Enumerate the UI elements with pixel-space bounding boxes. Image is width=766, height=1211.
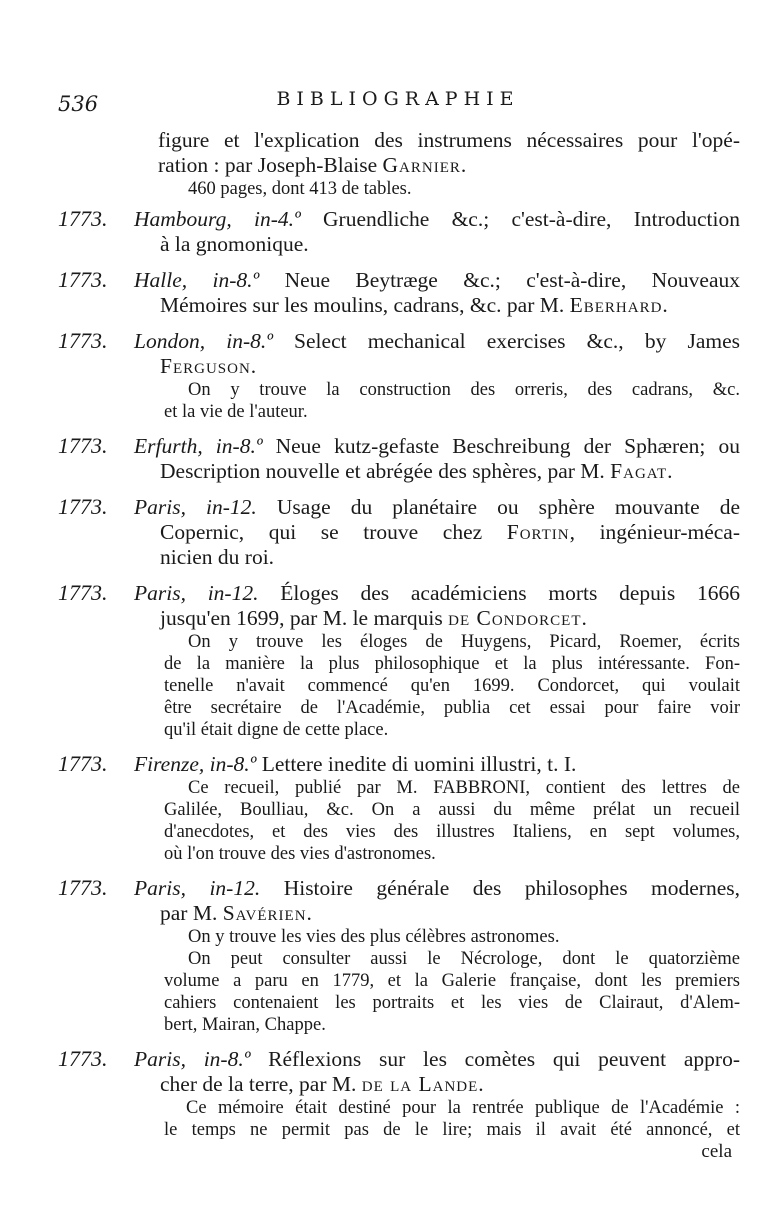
entry-note: On peut consulter aussi le Nécrologe, dont le quatorzième: [188, 949, 740, 969]
entry-note: 460 pages, dont 413 de tables.: [188, 179, 412, 199]
entry-text: jusqu'en 1699, par M. le marquis: [160, 606, 449, 630]
entry-place: Firenze, in-8.º: [134, 752, 257, 776]
bibliography-entry: [58, 328, 740, 423]
author-name: Garnier.: [382, 153, 468, 177]
entry-text: Réflexions sur les comètes qui peuvent appro-: [268, 1047, 741, 1071]
running-head: BIBLIOGRAPHIE: [276, 88, 520, 110]
entry-line: [160, 901, 740, 926]
bibliography-entry: [58, 433, 740, 484]
entry-line: [160, 606, 740, 631]
entry-note: où l'on trouve des vies d'astronomes.: [164, 844, 436, 864]
entry-text: cher de la terre, par M.: [160, 1072, 362, 1096]
entry-note: Galilée, Boulliau, &c. On a aussi du même prélat un recueil: [164, 800, 740, 820]
entry-text: par M.: [160, 901, 223, 925]
bibliography-entry: [58, 206, 740, 257]
author-name: Fortin: [506, 520, 570, 544]
bibliography-entry: [58, 875, 740, 1036]
page-number: 536: [58, 92, 99, 116]
entry-year: 1773.: [58, 751, 108, 776]
bibliography-entry: [58, 1046, 740, 1141]
entry-note: être secrétaire de l'Académie, publia cet essai pour faire voir: [164, 698, 740, 718]
entry-text: Usage du planétaire ou sphère mouvante de: [276, 495, 741, 519]
entry-text: Neue Beytræge &c.; c'est-à-dire, Nouveaux: [284, 268, 741, 292]
entry-place: Hambourg, in-4.º: [134, 207, 301, 231]
entry-place: London, in-8.º: [134, 329, 273, 353]
entry-year: 1773.: [58, 580, 108, 605]
entry-text: Gruendliche &c.; c'est-à-dire, Introduction: [323, 207, 741, 231]
entry-note: On y trouve la construction des orreris, des cadrans, &c.: [188, 380, 740, 400]
entry-text: Éloges des académiciens morts depuis 1666: [280, 581, 740, 605]
bibliography-entry: [58, 751, 740, 865]
entry-note: On y trouve les éloges de Huygens, Picard, Roemer, écrits: [188, 632, 740, 652]
entry-line: figure et l'explication des instrumens nécessaires pour l'opé-: [158, 128, 740, 152]
author-name: de la Lande.: [361, 1072, 485, 1096]
entry-note: et la vie de l'auteur.: [164, 402, 308, 422]
entry-year: 1773.: [58, 206, 108, 231]
entry-note: On y trouve les vies des plus célèbres astronomes.: [188, 927, 560, 947]
bibliography-entry: [58, 580, 740, 741]
entry-text: Lettere inedite di uomini illustri, t. I.: [261, 752, 577, 776]
entry-line: [160, 293, 740, 318]
entry-year: 1773.: [58, 328, 108, 353]
author-name: Fagat.: [610, 459, 674, 483]
page-header: [58, 88, 738, 118]
entry-note: volume a paru en 1779, et la Galerie française, dont les premiers: [164, 971, 740, 991]
entry-year: 1773.: [58, 433, 108, 458]
entry-place: Halle, in-8.º: [134, 268, 260, 292]
entry-year: 1773.: [58, 267, 108, 292]
author-name: Ferguson.: [160, 354, 258, 378]
author-name: Eberhard.: [569, 293, 669, 317]
entry-place: Paris, in-8.º: [134, 1047, 251, 1071]
bibliography-body: [58, 128, 740, 1163]
entry-text: Select mechanical exercises &c., by James: [294, 329, 741, 353]
entry-text: Histoire générale des philosophes modernes,: [283, 876, 740, 900]
entry-note: Ce recueil, publié par M. FABBRONI, contient des lettres de: [188, 778, 740, 798]
entry-note: Ce mémoire était destiné pour la rentrée publique de l'Académie :: [186, 1098, 740, 1118]
bibliography-entry: [58, 494, 740, 570]
entry-place: Erfurth, in-8.º: [134, 434, 263, 458]
entry-year: 1773.: [58, 875, 108, 900]
author-name: de Condorcet.: [448, 606, 588, 630]
entry-year: 1773.: [58, 1046, 108, 1071]
author-name: Savérien.: [222, 901, 313, 925]
entry-line: nicien du roi.: [160, 545, 275, 569]
entry-note: d'anecdotes, et des vies des illustres Italiens, en sept volumes,: [164, 822, 740, 842]
carryover-entry: [58, 128, 740, 200]
entry-place: Paris, in-12.: [134, 581, 259, 605]
entry-line: à la gnomonique.: [160, 232, 309, 256]
entry-note: cahiers contenaient les portraits et les vies de Clairaut, d'Alem-: [164, 993, 740, 1013]
entry-note: qu'il était digne de cette place.: [164, 720, 389, 740]
entry-place: Paris, in-12.: [134, 876, 261, 900]
entry-text: Copernic, qui se trouve chez: [160, 520, 507, 544]
entry-text: Description nouvelle et abrégée des sphères, par M.: [160, 459, 611, 483]
entry-text: , ingénieur-méca-: [569, 520, 741, 544]
bibliography-entry: [58, 267, 740, 318]
entry-place: Paris, in-12.: [134, 495, 257, 519]
entry-line: [158, 153, 740, 178]
entry-year: 1773.: [58, 494, 108, 519]
entry-line: [160, 459, 740, 484]
entry-note: tenelle n'avait commencé qu'en 1699. Condorcet, qui voulait: [164, 676, 740, 696]
entry-note: de la manière la plus philosophique et la plus intéressante. Fon-: [164, 654, 740, 674]
entry-note: le temps ne permit pas de le lire; mais il avait été annoncé, et: [164, 1120, 740, 1140]
entry-text: Mémoires sur les moulins, cadrans, &c. par M.: [160, 293, 570, 317]
entry-line: [160, 1072, 740, 1097]
entry-text: Neue kutz-gefaste Beschreibung der Sphæren; ou: [275, 434, 741, 458]
entry-note: bert, Mairan, Chappe.: [164, 1015, 326, 1035]
entry-text: ration : par Joseph-Blaise: [158, 153, 383, 177]
catchword: cela: [701, 1141, 732, 1162]
entry-line: [160, 520, 740, 545]
